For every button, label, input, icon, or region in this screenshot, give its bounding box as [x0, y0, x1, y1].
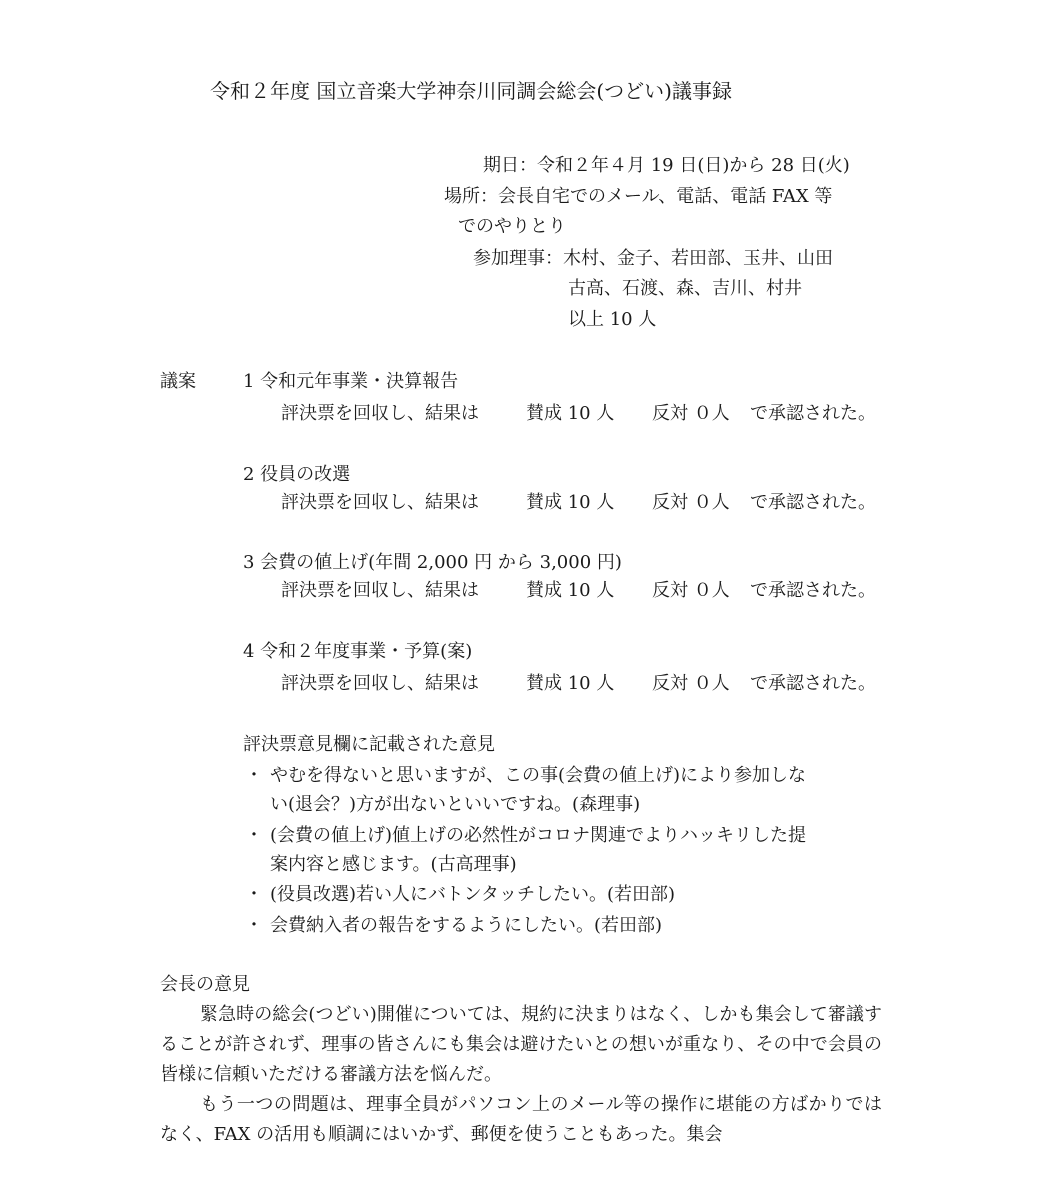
vote-approve: 賛成 10 人 — [526, 580, 615, 601]
president-paragraph: 緊急時の総会(つどい)開催については、規約に決まりはなく、しかも集会して審議することが許されず、理事の皆さんにも集会は避けたいとの想いが重なり、その中で会員の皆様に信頼いただける審議方法を悩んだ。 — [160, 1004, 882, 1085]
document-title: 令和２年度 国立音楽大学神奈川同調会総会(つどい)議事録 — [210, 79, 732, 103]
opinion-line: 案内容と感じます。(古高理事) — [270, 854, 517, 875]
vote-oppose: 反対 ０人 — [652, 492, 730, 513]
vote-result: で承認された。 — [750, 580, 876, 601]
vote-result: で承認された。 — [750, 492, 876, 513]
president-heading: 会長の意見 — [160, 974, 250, 995]
meeting-place: 場所：会長自宅でのメール、電話、電話 FAX 等 — [444, 186, 833, 207]
opinion-line: やむを得ないと思いますが、この事(会費の値上げ)により参加しな — [270, 765, 807, 786]
attending-directors: 参加理事：木村、金子、若田部、玉井、山田 — [473, 248, 833, 269]
opinion-line: い(退会？)方が出ないといいですね。(森理事) — [270, 794, 641, 815]
agenda-item-heading: 2 役員の改選 — [243, 464, 351, 485]
opinion-line: (会費の値上げ)値上げの必然性がコロナ関連でよりハッキリした提 — [270, 825, 807, 846]
vote-oppose: 反対 ０人 — [652, 673, 730, 694]
attendee-count: 以上 10 人 — [568, 309, 657, 330]
bullet-icon: ・ — [245, 884, 263, 905]
bullet-icon: ・ — [245, 915, 263, 936]
vote-result: で承認された。 — [750, 673, 876, 694]
vote-oppose: 反対 ０人 — [652, 403, 730, 424]
vote-result: で承認された。 — [750, 403, 876, 424]
vote-lead: 評決票を回収し、結果は — [281, 673, 479, 694]
meeting-place-cont: でのやりとり — [458, 216, 566, 237]
agenda-item-heading: 4 令和２年度事業・予算(案) — [243, 641, 473, 662]
vote-lead: 評決票を回収し、結果は — [281, 580, 479, 601]
vote-result-row — [281, 490, 891, 516]
attending-directors-cont: 古高、石渡、森、吉川、村井 — [568, 278, 802, 299]
vote-approve: 賛成 10 人 — [526, 673, 615, 694]
vote-result-row — [281, 401, 891, 427]
bullet-icon: ・ — [245, 765, 263, 786]
meeting-date: 期日：令和２年４月 19 日(日)から 28 日(火) — [483, 155, 850, 176]
opinion-line: (役員改選)若い人にバトンタッチしたい。(若田部) — [270, 884, 676, 905]
president-opinion — [160, 1000, 882, 1150]
vote-approve: 賛成 10 人 — [526, 492, 615, 513]
opinion-line: 会費納入者の報告をするようにしたい。(若田部) — [270, 915, 663, 936]
agenda-item-heading: 1 令和元年事業・決算報告 — [243, 371, 459, 392]
agenda-label: 議案 — [160, 371, 196, 392]
vote-result-row — [281, 671, 891, 697]
vote-approve: 賛成 10 人 — [526, 403, 615, 424]
president-paragraph: もう一つの問題は、理事全員がパソコン上のメール等の操作に堪能の方ばかりではなく、FAX の活用も順調にはいかず、郵便を使うこともあった。集会 — [160, 1094, 882, 1145]
vote-oppose: 反対 ０人 — [652, 580, 730, 601]
vote-lead: 評決票を回収し、結果は — [281, 403, 479, 424]
vote-lead: 評決票を回収し、結果は — [281, 492, 479, 513]
opinions-heading: 評決票意見欄に記載された意見 — [243, 734, 495, 755]
bullet-icon: ・ — [245, 825, 263, 846]
vote-result-row — [281, 578, 891, 604]
agenda-item-heading: 3 会費の値上げ(年間 2,000 円 から 3,000 円) — [243, 552, 622, 573]
